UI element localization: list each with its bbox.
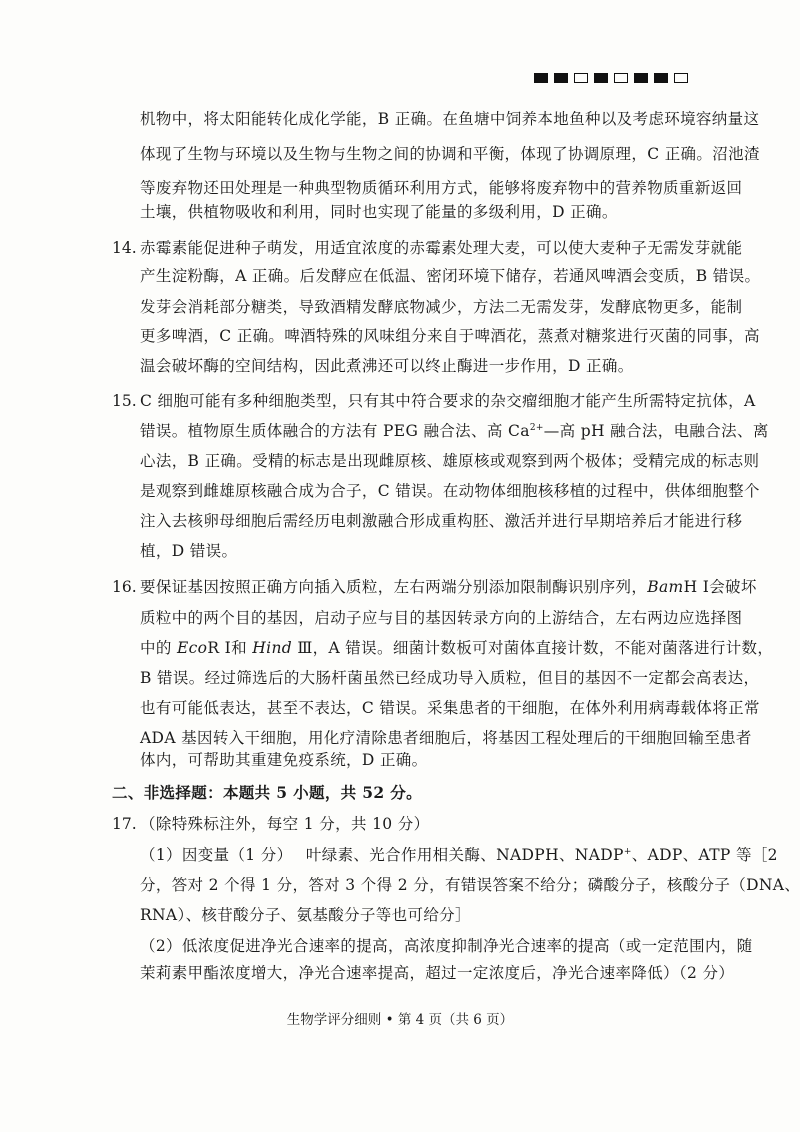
question-number: 14. — [112, 239, 137, 257]
superscript: + — [623, 846, 632, 857]
paragraph-line: （除特殊标注外，每空 1 分，共 10 分） — [140, 815, 430, 833]
paragraph-line: 心法，B 正确。受精的标志是出现雌原核、雄原核或观察到两个极体；受精完成的标志则 — [140, 452, 760, 470]
text-run: Ⅲ，A 错误。细菌计数板可对菌体直接计数，不能对菌落进行计数， — [292, 639, 774, 657]
paragraph-line: 是观察到雌雄原核融合成为合子，C 错误。在动物体细胞核移植的过程中，供体细胞整个 — [140, 482, 760, 500]
paragraph-line: 体现了生物与环境以及生物与生物之间的协调和平衡，体现了协调原理，C 正确。沼池渣 — [140, 145, 760, 163]
superscript: 2+ — [529, 422, 544, 433]
paragraph-line: C 细胞可能有多种细胞类型，只有其中符合要求的杂交瘤细胞才能产生所需特定抗体，A — [140, 392, 756, 410]
question-number: 17. — [112, 815, 137, 833]
mark-filled — [534, 73, 548, 83]
paragraph-line: B 错误。经过筛选后的大肠杆菌虽然已经成功导入质粒，但目的基因不一定都会高表达， — [140, 669, 760, 687]
paragraph-line: 更多啤酒，C 正确。啤酒特殊的风味组分来自于啤酒花，蒸煮对糖浆进行灭菌的同事，高 — [140, 327, 760, 345]
paragraph-line: 也有可能低表达，甚至不表达，C 错误。采集患者的干细胞，在体外利用病毒载体将正常 — [140, 699, 760, 717]
paragraph-line: 等废弃物还田处理是一种典型物质循环利用方式，能够将废弃物中的营养物质重新返回 — [140, 179, 743, 197]
mark-empty — [674, 73, 688, 83]
text-run: 中的 — [140, 639, 177, 657]
paragraph-line: 体内，可帮助其重建免疫系统，D 正确。 — [140, 751, 428, 769]
paragraph-line: （2）低浓度促进净光合速率的提高，高浓度抑制净光合速率的提高（或一定范围内，随 — [140, 937, 753, 955]
paragraph-line: 分，答对 2 个得 1 分，答对 3 个得 2 分，有错误答案不给分；磷酸分子，核酸分子（DNA、 — [140, 876, 800, 894]
paragraph-line: 赤霉素能促进种子萌发，用适宜浓度的赤霉素处理大麦，可以使大麦种子无需发芽就能 — [140, 239, 743, 257]
mark-filled — [654, 73, 668, 83]
paragraph-line: ADA 基因转入干细胞，用化疗清除患者细胞后，将基因工程处理后的干细胞回输至患者 — [140, 729, 752, 747]
text-run: —高 pH 融合法，电融合法、离 — [543, 422, 769, 440]
paragraph-line: RNA）、核苷酸分子、氨基酸分子等也可给分］ — [140, 906, 471, 924]
text-run: H Ⅰ会破坏 — [683, 578, 757, 596]
mark-filled — [634, 73, 648, 83]
enzyme-name: Bam — [647, 578, 684, 596]
text-run: R Ⅰ和 — [207, 639, 253, 657]
mark-empty — [614, 73, 628, 83]
page-footer: 生物学评分细则 • 第 4 页（共 6 页） — [286, 1012, 514, 1028]
mark-filled — [554, 73, 568, 83]
paragraph-line: 温会破坏酶的空间结构，因此煮沸还可以终止酶进一步作用，D 正确。 — [140, 357, 634, 375]
enzyme-name: Eco — [176, 639, 208, 657]
text-run: 、ADP、ATP 等［2 — [631, 846, 778, 864]
paragraph-line: 产生淀粉酶，A 正确。后发酵应在低温、密闭环境下储存，若通风啤酒会变质，B 错误。 — [140, 267, 761, 285]
paragraph-line: 植，D 错误。 — [140, 542, 238, 560]
question-number: 16. — [112, 578, 137, 596]
header-marks — [534, 73, 688, 83]
text-run: 要保证基因按照正确方向插入质粒，左右两端分别添加限制酶识别序列， — [140, 578, 648, 596]
question-number: 15. — [112, 392, 137, 410]
paragraph-line — [140, 845, 778, 865]
enzyme-name: Hind — [252, 639, 293, 657]
text-run: （1）因变量（1 分） 叶绿素、光合作用相关酶、NADPH、NADP — [140, 846, 624, 864]
mark-empty — [574, 73, 588, 83]
paragraph-line — [140, 577, 757, 597]
paragraph-line — [140, 638, 773, 658]
paragraph-line: 机物中，将太阳能转化成化学能，B 正确。在鱼塘中饲养本地鱼种以及考虑环境容纳量这 — [140, 110, 760, 128]
paragraph-line: 发芽会消耗部分糖类，导致酒精发酵底物减少，方法二无需发芽，发酵底物更多，能制 — [140, 298, 743, 316]
paragraph-line: 土壤，供植物吸收和利用，同时也实现了能量的多级利用，D 正确。 — [140, 203, 618, 221]
paragraph-line: 茉莉素甲酯浓度增大，净光合速率提高，超过一定浓度后，净光合速率降低）（2 分） — [140, 964, 735, 982]
section-title: 二、非选择题：本题共 5 小题，共 52 分。 — [112, 783, 422, 802]
paragraph-line: 注入去核卵母细胞后需经历电刺激融合形成重构胚、激活并进行早期培养后才能进行移 — [140, 512, 743, 530]
mark-filled — [594, 73, 608, 83]
text-run: 错误。植物原生质体融合的方法有 PEG 融合法、高 Ca — [140, 422, 530, 440]
paragraph-line — [140, 421, 769, 441]
paragraph-line: 质粒中的两个目的基因，启动子应与目的基因转录方向的上游结合，左右两边应选择图 — [140, 609, 743, 627]
